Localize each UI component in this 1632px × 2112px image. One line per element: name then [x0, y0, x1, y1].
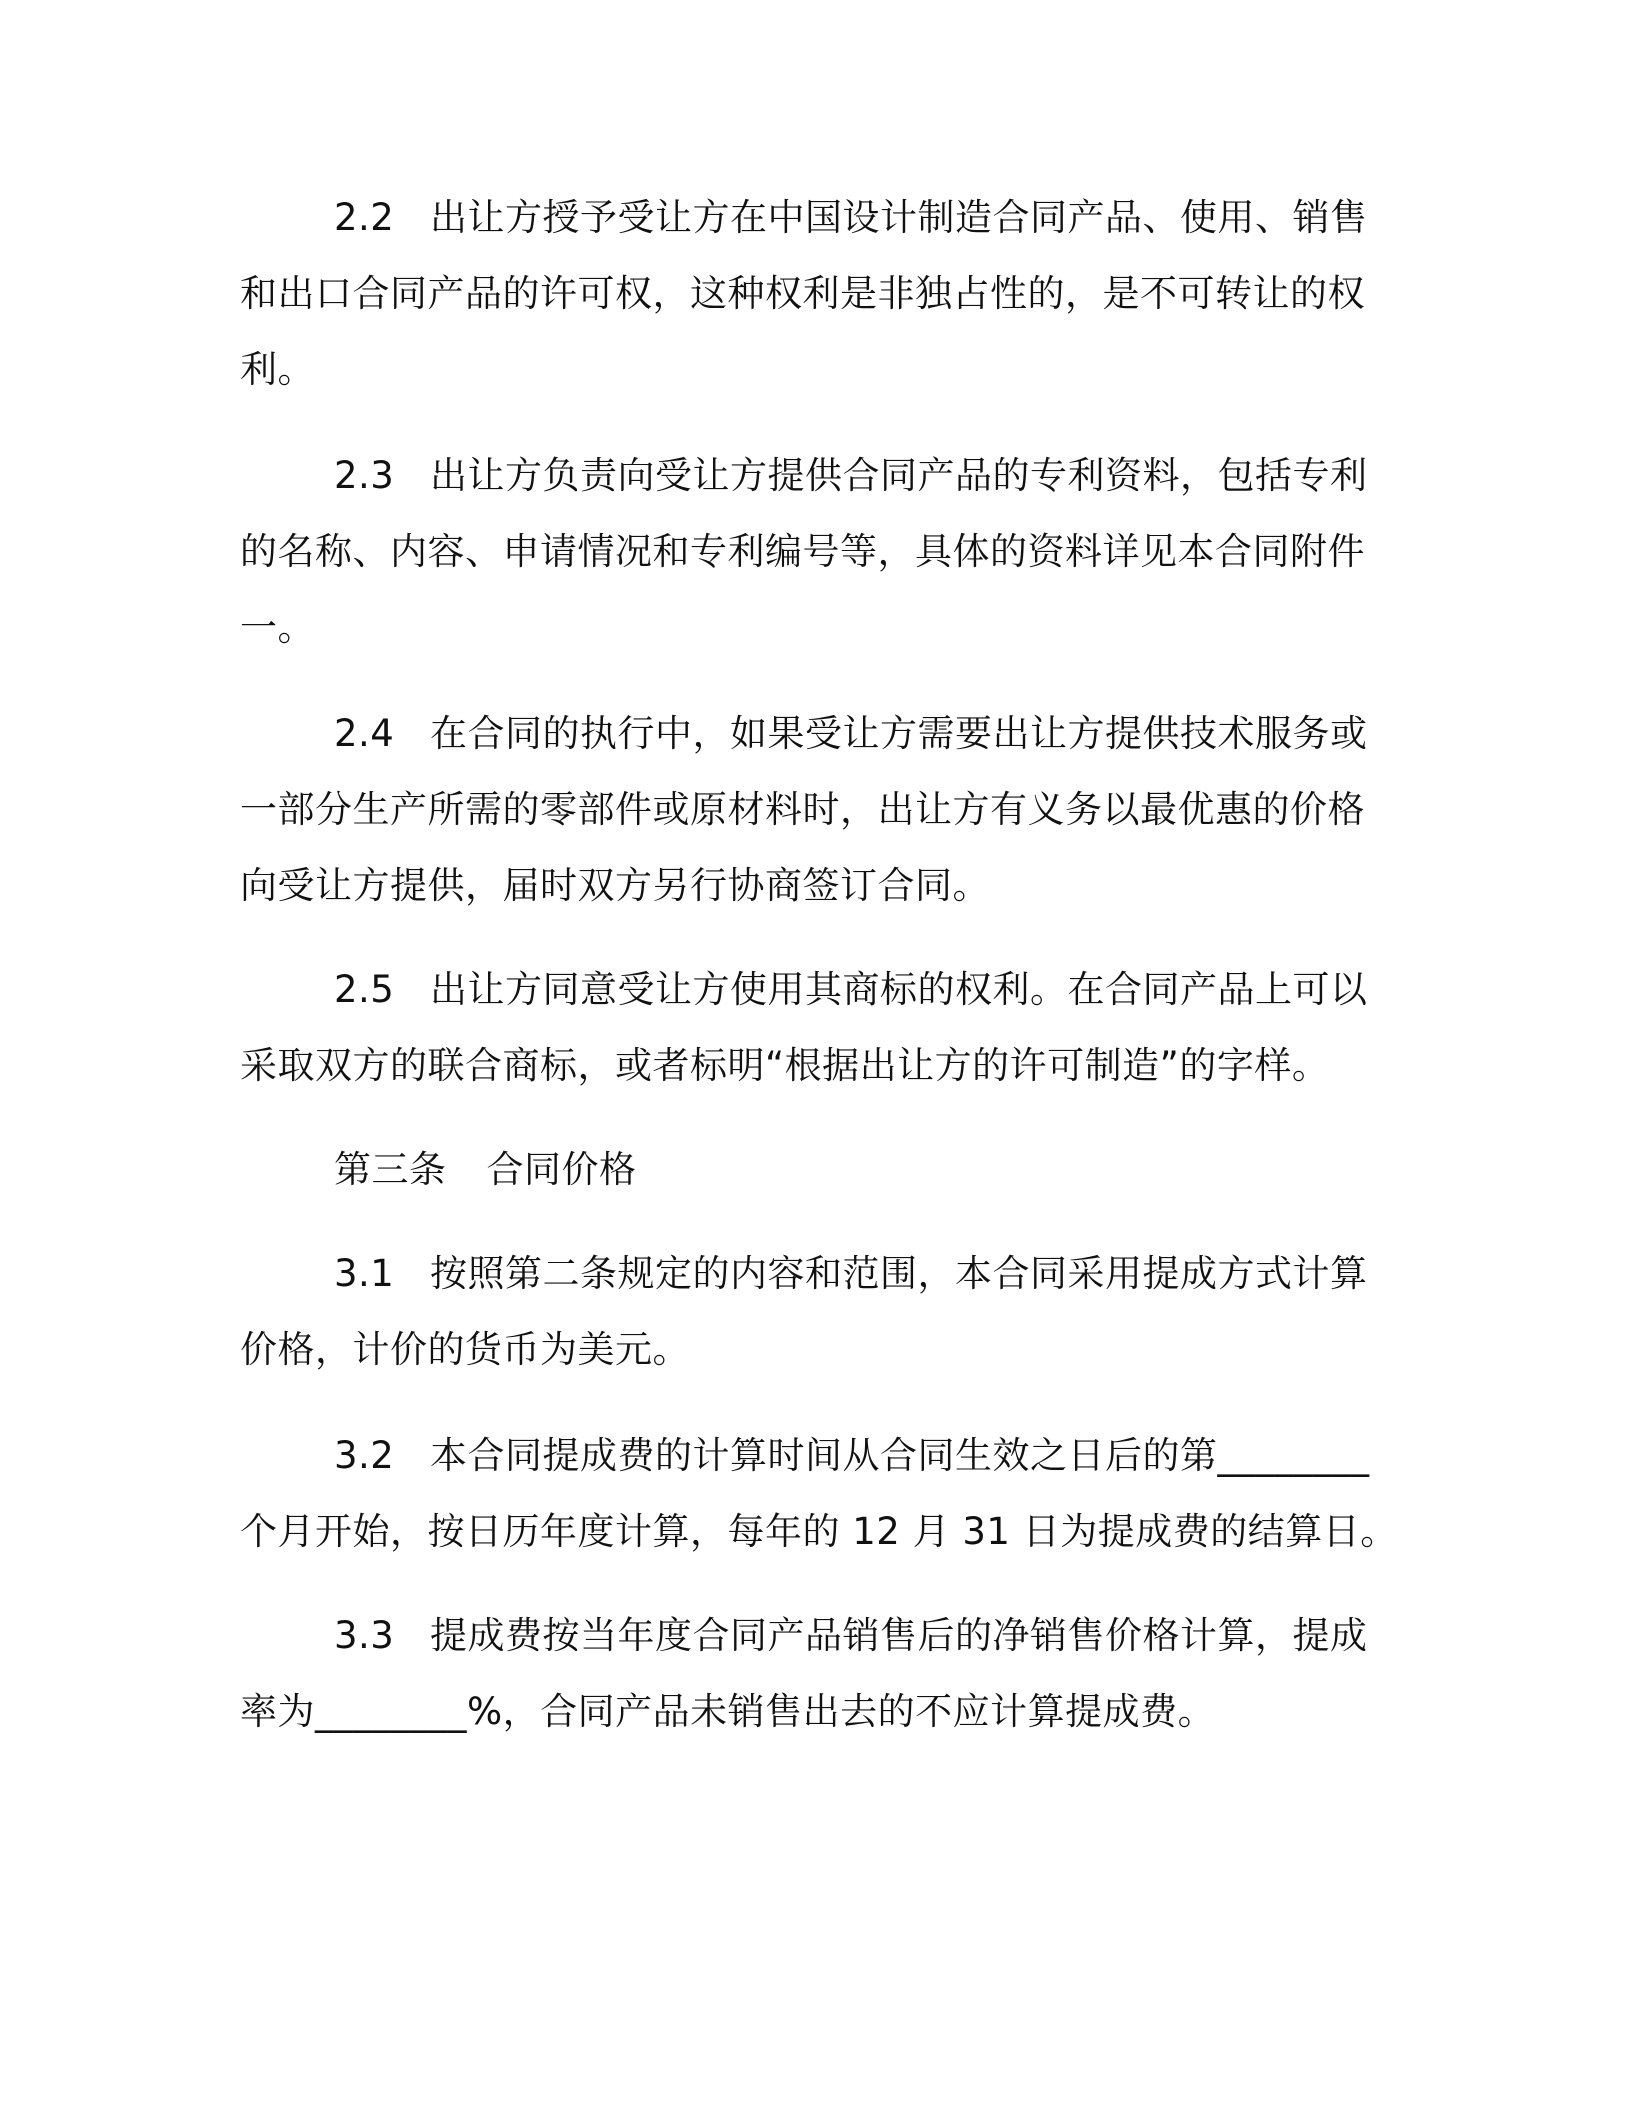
clause-3-2-line-2: 个月开始，按日历年度计算，每年的 12 月 31 日为提成费的结算日。: [240, 1510, 1398, 1553]
clause-number: 2.5: [334, 968, 395, 1011]
clause-3-2-line-1: [334, 1432, 1370, 1480]
clause-3-1-line-2: 价格，计价的货币为美元。: [240, 1328, 690, 1371]
clause-3-3-line-2: 率为________%，合同产品未销售出去的不应计算提成费。: [240, 1690, 1216, 1733]
clause-number: 3.2: [334, 1434, 395, 1477]
clause-number: 2.2: [334, 196, 395, 239]
clause-text: 出让方授予受让方在中国设计制造合同产品、使用、销售: [430, 196, 1368, 239]
clause-2-2-line-3: 利。: [240, 348, 315, 391]
clause-2-2-line-1: [334, 194, 1368, 242]
clause-text: 在合同的执行中，如果受让方需要出让方提供技术服务或: [430, 712, 1368, 755]
clause-2-3-line-1: [334, 452, 1368, 500]
clause-2-5-line-1: [334, 966, 1368, 1014]
clause-number: 2.3: [334, 454, 395, 497]
clause-text: 出让方同意受让方使用其商标的权利。在合同产品上可以: [430, 968, 1368, 1011]
clause-number: 2.4: [334, 712, 395, 755]
clause-text: 本合同提成费的计算时间从合同生效之日后的第________: [430, 1434, 1370, 1477]
clause-number: 3.1: [334, 1252, 395, 1295]
article-title: 合同价格: [486, 1148, 637, 1191]
clause-2-4-line-2: 一部分生产所需的零部件或原材料时，出让方有义务以最优惠的价格: [240, 788, 1365, 831]
clause-2-3-line-2: 的名称、内容、申请情况和专利编号等，具体的资料详见本合同附件: [240, 530, 1365, 573]
clause-2-3-line-3: 一。: [240, 606, 315, 649]
clause-number: 3.3: [334, 1614, 395, 1657]
clause-text: 提成费按当年度合同产品销售后的净销售价格计算，提成: [430, 1614, 1368, 1657]
clause-text: 出让方负责向受让方提供合同产品的专利资料，包括专利: [430, 454, 1368, 497]
clause-2-2-line-2: 和出口合同产品的许可权，这种权利是非独占性的，是不可转让的权: [240, 272, 1365, 315]
clause-2-4-line-1: [334, 710, 1368, 758]
article-number: 第三条: [334, 1148, 447, 1191]
clause-text: 按照第二条规定的内容和范围，本合同采用提成方式计算: [430, 1252, 1368, 1295]
clause-2-5-line-2: 采取双方的联合商标，或者标明“根据出让方的许可制造”的字样。: [240, 1044, 1330, 1087]
clause-2-4-line-3: 向受让方提供，届时双方另行协商签订合同。: [240, 864, 990, 907]
article-heading: [334, 1146, 637, 1194]
clause-3-1-line-1: [334, 1250, 1368, 1298]
clause-3-3-line-1: [334, 1612, 1368, 1660]
